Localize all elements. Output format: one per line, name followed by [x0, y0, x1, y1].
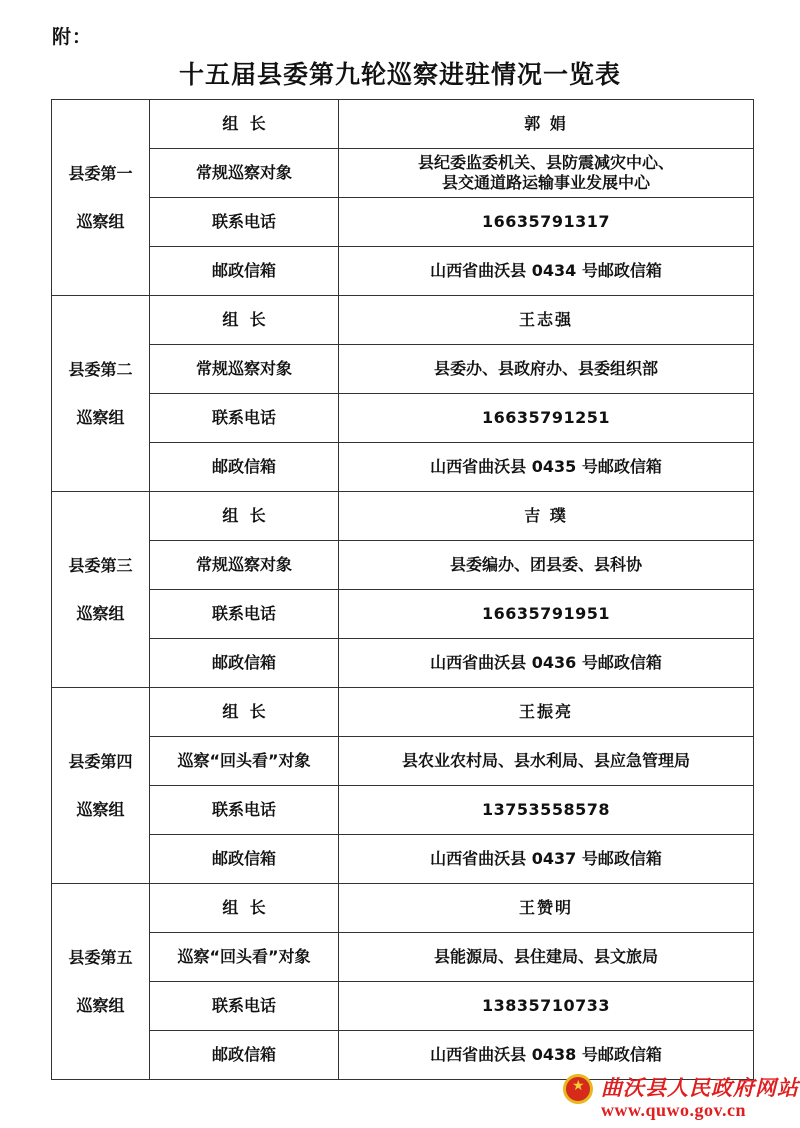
watermark-site-name: 曲沃县人民政府网站 [601, 1075, 799, 1100]
table-row [52, 786, 754, 835]
field-label-mailbox: 邮政信箱 [150, 1031, 339, 1080]
leader-name: 王志强 [339, 296, 754, 345]
field-label-leader: 组 长 [150, 688, 339, 737]
group-name-line2: 巡察组 [76, 799, 125, 819]
field-label-phone: 联系电话 [150, 982, 339, 1031]
field-label-leader: 组 长 [150, 884, 339, 933]
inspection-targets: 县农业农村局、县水利局、县应急管理局 [339, 737, 754, 786]
field-label-phone: 联系电话 [150, 590, 339, 639]
table-row [52, 247, 754, 296]
table-row [52, 149, 754, 198]
group-name-cell [52, 688, 150, 884]
field-label-mailbox: 邮政信箱 [150, 443, 339, 492]
contact-phone: 16635791251 [339, 394, 754, 443]
inspection-targets [339, 149, 754, 198]
field-label-mailbox: 邮政信箱 [150, 639, 339, 688]
field-label-phone: 联系电话 [150, 786, 339, 835]
inspection-roster-table [51, 99, 754, 1080]
group-name-cell [52, 492, 150, 688]
site-watermark [563, 1072, 799, 1124]
field-label-targets: 常规巡察对象 [150, 345, 339, 394]
watermark-site-url: www.quwo.gov.cn [601, 1100, 747, 1120]
table-row [52, 737, 754, 786]
group-name-line2: 巡察组 [76, 211, 125, 231]
table-row [52, 639, 754, 688]
document-title: 十五届县委第九轮巡察进驻情况一览表 [178, 60, 621, 89]
table-row [52, 590, 754, 639]
group-name-line1: 县委第二 [68, 359, 133, 379]
group-name-line2: 巡察组 [76, 407, 125, 427]
inspection-targets: 县委编办、团县委、县科协 [339, 541, 754, 590]
inspection-targets: 县能源局、县住建局、县文旅局 [339, 933, 754, 982]
field-label-targets: 常规巡察对象 [150, 149, 339, 198]
table-row [52, 933, 754, 982]
contact-phone: 13753558578 [339, 786, 754, 835]
table-row [52, 198, 754, 247]
group-name-cell [52, 296, 150, 492]
table-row [52, 492, 754, 541]
table-row [52, 884, 754, 933]
contact-phone: 13835710733 [339, 982, 754, 1031]
leader-name: 吉 璞 [339, 492, 754, 541]
postal-mailbox: 山西省曲沃县 0436 号邮政信箱 [339, 639, 754, 688]
inspection-targets: 县委办、县政府办、县委组织部 [339, 345, 754, 394]
field-label-phone: 联系电话 [150, 198, 339, 247]
group-name-line1: 县委第一 [68, 163, 133, 183]
table-row [52, 835, 754, 884]
leader-name: 王赞明 [339, 884, 754, 933]
field-label-review-targets: 巡察“回头看”对象 [150, 737, 339, 786]
postal-mailbox: 山西省曲沃县 0438 号邮政信箱 [339, 1031, 754, 1080]
group-name-line1: 县委第四 [68, 751, 133, 771]
targets-line1: 县纪委监委机关、县防震减灾中心、 [417, 153, 674, 172]
national-emblem-icon [563, 1074, 593, 1104]
field-label-leader: 组 长 [150, 100, 339, 149]
group-name-cell [52, 884, 150, 1080]
contact-phone: 16635791951 [339, 590, 754, 639]
group-name-cell [52, 100, 150, 296]
group-name-line2: 巡察组 [76, 995, 125, 1015]
table-row [52, 394, 754, 443]
postal-mailbox: 山西省曲沃县 0434 号邮政信箱 [339, 247, 754, 296]
field-label-mailbox: 邮政信箱 [150, 835, 339, 884]
appendix-label: 附： [52, 26, 93, 48]
table-row [52, 982, 754, 1031]
table-row [52, 345, 754, 394]
field-label-targets: 常规巡察对象 [150, 541, 339, 590]
group-name-line1: 县委第五 [68, 947, 133, 967]
contact-phone: 16635791317 [339, 198, 754, 247]
table-row [52, 443, 754, 492]
group-name-line2: 巡察组 [76, 603, 125, 623]
field-label-leader: 组 长 [150, 296, 339, 345]
table-row [52, 296, 754, 345]
group-name-line1: 县委第三 [68, 555, 133, 575]
postal-mailbox: 山西省曲沃县 0435 号邮政信箱 [339, 443, 754, 492]
leader-name: 郭 娟 [339, 100, 754, 149]
leader-name: 王振亮 [339, 688, 754, 737]
postal-mailbox: 山西省曲沃县 0437 号邮政信箱 [339, 835, 754, 884]
targets-line2: 县交通道路运输事业发展中心 [441, 173, 650, 192]
field-label-leader: 组 长 [150, 492, 339, 541]
table-row [52, 688, 754, 737]
field-label-review-targets: 巡察“回头看”对象 [150, 933, 339, 982]
field-label-mailbox: 邮政信箱 [150, 247, 339, 296]
field-label-phone: 联系电话 [150, 394, 339, 443]
table-row [52, 541, 754, 590]
table-row [52, 100, 754, 149]
